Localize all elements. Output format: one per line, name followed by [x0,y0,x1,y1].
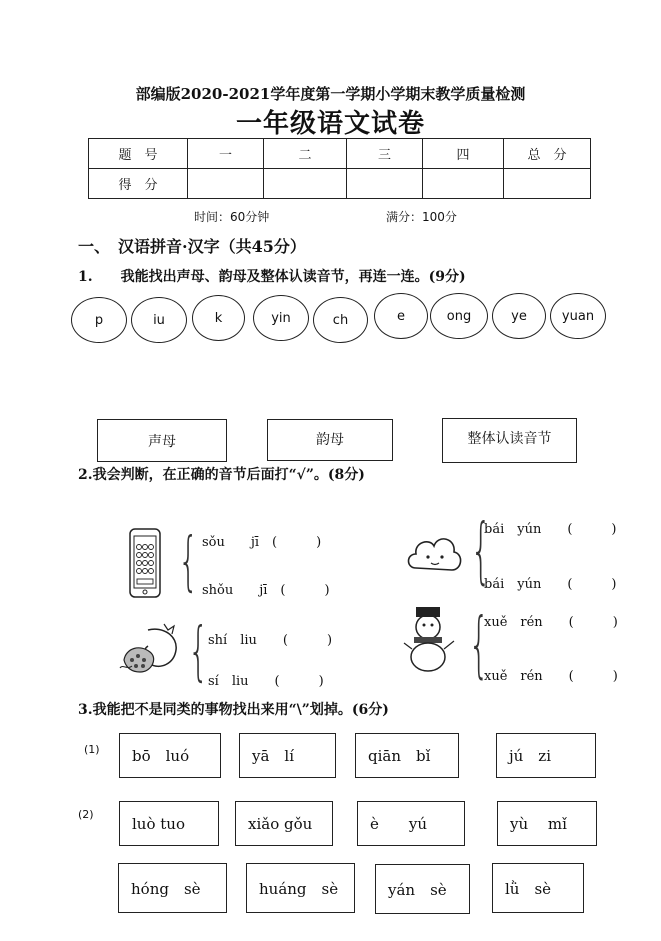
syllable-circle[interactable]: p [71,297,127,343]
exam-subtitle: 部编版2020-2021学年度第一学期小学期末教学质量检测 [135,85,526,103]
syllable-circle[interactable]: ong [430,293,488,339]
exam-title: 一年级语文试卷 [235,109,425,139]
phone-icon [128,527,162,599]
pomegranate-icon [118,620,184,676]
syllable-circle[interactable]: k [192,295,245,341]
cloud-icon [404,528,464,580]
pinyin-box[interactable]: xiǎo gǒu [235,801,333,846]
group-label: (1) [84,743,100,756]
pinyin-box[interactable]: yā lí [239,733,336,778]
score-cell[interactable] [264,169,347,199]
score-cell[interactable] [188,169,264,199]
syllable-circle[interactable]: ch [313,297,368,343]
pinyin-option[interactable]: bái yún ( ) [484,522,617,537]
pinyin-box[interactable]: luò tuo [119,801,219,846]
score-header-cell: 一 [188,139,264,169]
exam-full-score: 满分：100分 [386,210,457,224]
score-header-cell: 题 号 [89,139,188,169]
pinyin-box[interactable]: yán sè [375,864,470,914]
pinyin-option[interactable]: sí liu ( ) [208,674,324,689]
snowman-icon [402,603,458,673]
category-box-initials[interactable]: 声母 [97,419,227,462]
pinyin-option[interactable]: sǒu jī ( ) [202,535,322,550]
score-cell[interactable] [423,169,504,199]
exam-time: 时间：60分钟 [194,210,270,224]
score-header-cell: 四 [423,139,504,169]
pinyin-option[interactable]: xuě rén ( ) [484,615,618,630]
category-box-whole-syllables[interactable]: 整体认读音节 [442,418,577,463]
pinyin-box[interactable]: lǜ sè [492,863,584,913]
score-header-cell: 三 [347,139,423,169]
question-3: 3.我能把不是同类的事物找出来用“\”划掉。(6分) [78,702,389,718]
question-1: 1. 我能找出声母、韵母及整体认读音节，再连一连。(9分) [78,269,466,285]
syllable-circle[interactable]: iu [131,297,187,343]
syllable-circle[interactable]: e [374,293,428,339]
syllable-circle[interactable]: ye [492,293,546,339]
score-row-label: 得 分 [89,169,188,199]
pinyin-option[interactable]: bái yún ( ) [484,577,617,592]
score-header-cell: 总 分 [504,139,591,169]
pinyin-box[interactable]: è yú [357,801,465,846]
section-title: 一、 汉语拼音·汉字（共45分） [78,237,306,256]
group-label: (2) [78,808,94,821]
pinyin-box[interactable]: qiān bǐ [355,733,459,778]
pinyin-box[interactable]: yù mǐ [497,801,597,846]
brace-icon: { [468,602,490,686]
score-cell[interactable] [347,169,423,199]
pinyin-option[interactable]: shí liu ( ) [208,633,333,648]
brace-icon: { [188,615,209,689]
pinyin-box[interactable]: jú zi [496,733,596,778]
syllable-circle[interactable]: yuan [550,293,606,339]
score-table [88,138,591,199]
score-cell[interactable] [504,169,591,199]
syllable-circle[interactable]: yin [253,295,309,341]
pinyin-box[interactable]: bō luó [119,733,221,778]
pinyin-option[interactable]: xuě rén ( ) [484,669,618,684]
score-header-cell: 二 [264,139,347,169]
pinyin-box[interactable]: hóng sè [118,863,227,913]
pinyin-option[interactable]: shǒu jī ( ) [202,583,330,598]
brace-icon: { [470,508,492,592]
brace-icon: { [178,525,199,599]
category-box-finals[interactable]: 韵母 [267,419,393,461]
question-2: 2.我会判断，在正确的音节后面打“√”。(8分) [78,467,365,483]
pinyin-box[interactable]: huáng sè [246,863,355,913]
